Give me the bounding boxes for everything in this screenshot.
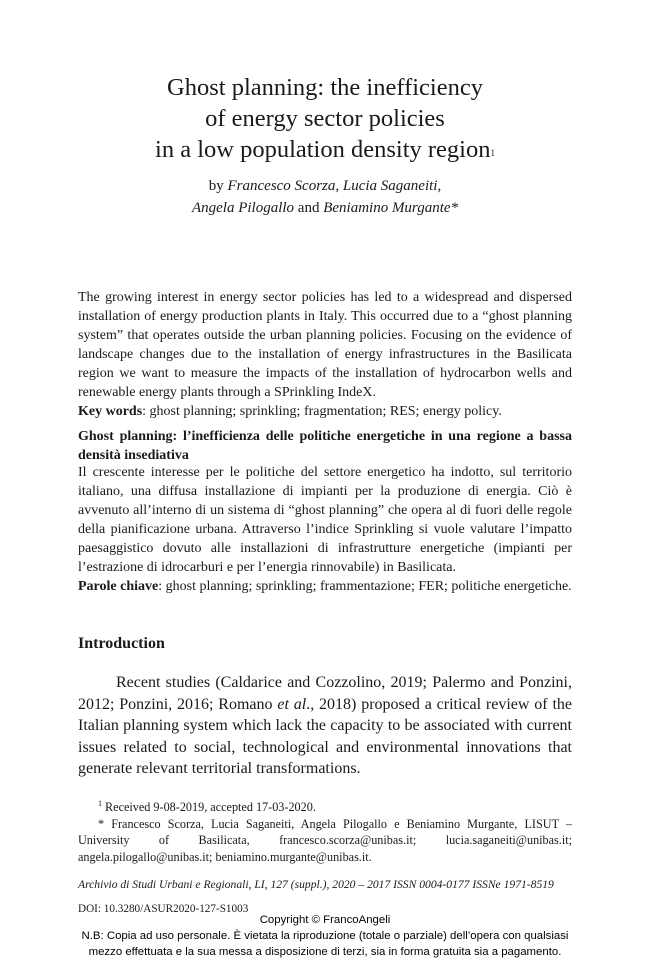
italian-keywords-text: : ghost planning; sprinkling; frammentazione; FER; politiche energetiche.	[158, 579, 572, 594]
author-murgante: Beniamino Murgante*	[323, 200, 459, 216]
introduction-heading: Introduction	[78, 635, 165, 652]
author-pilogallo: Angela Pilogallo	[191, 200, 295, 216]
copyright-line-2: N.B: Copia ad uso personale. È vietata la riproduzione (totale o parziale) dell’opera con qualsiasi	[81, 930, 569, 942]
english-abstract	[78, 288, 572, 421]
title-footnote-mark: 1	[490, 148, 495, 158]
doi: DOI: 10.3280/ASUR2020-127-S1003	[78, 903, 249, 915]
italian-abstract	[78, 463, 572, 596]
article-title	[0, 72, 650, 165]
italian-keywords	[78, 577, 572, 596]
copyright-line-1: Copyright © FrancoAngeli	[259, 914, 391, 926]
footnote-2: * Francesco Scorza, Lucia Saganeiti, Angela Pilogallo e Beniamino Murgante, LISUT – University of Basilicata, francesco.scorza@unibas.it; lucia.saganeiti@unibas.it; angela.pilogallo@unibas.it; beniamino.murgante@unibas.it.	[78, 816, 572, 864]
authors-by: by	[208, 178, 228, 194]
keywords	[78, 402, 572, 421]
footnote-1-mark: 1	[98, 799, 102, 808]
keywords-text: : ghost planning; sprinkling; fragmentation; RES; energy policy.	[142, 404, 502, 419]
title-line-1: Ghost planning: the inefficiency	[167, 74, 483, 101]
journal-citation: Archivio di Studi Urbani e Regionali, LI, 127 (suppl.), 2020 – 2017 ISSN 0004-0177 ISSNe 1971-8519	[78, 878, 554, 891]
keywords-label: Key words	[78, 404, 143, 419]
author-list	[0, 175, 650, 219]
intro-text-a: Recent studies (Caldarice and Cozzolino, 2019; Palermo and Ponzini, 2012; Ponzini, 2016; Romano	[78, 674, 572, 713]
authors-line-1: Francesco Scorza, Lucia Saganeiti,	[227, 178, 442, 194]
copyright-line-3: mezzo effettuata e la sua messa a disposizione di terzi, sia in forma gratuita sia a pagamento.	[88, 946, 562, 958]
intro-et-al: et al	[277, 695, 307, 713]
footnote-1-text: Received 9-08-2019, accepted 17-03-2020.	[102, 800, 316, 815]
footnotes	[78, 796, 572, 865]
footnote-1	[78, 796, 572, 816]
abstract-text: The growing interest in energy sector policies has led to a widespread and dispersed installation of energy production plants in Italy. This occurred due to a “ghost planning system” that operates outside the urban planning policies. Focusing on the evidence of landscape changes due to the installation of energy infrastructures in the Basilicata region we want to measure the impacts of the installation of hydrocarbon wells and renewable energy plants through a SPrinkling IndeX.	[78, 290, 572, 400]
title-line-3-text: in a low population density region	[155, 136, 491, 163]
title-line-2: of energy sector policies	[205, 105, 445, 132]
authors-and: and	[294, 200, 324, 216]
introduction-paragraph	[78, 672, 572, 780]
italian-keywords-label: Parole chiave	[78, 579, 159, 594]
italian-abstract-text: Il crescente interesse per le politiche del settore energetico ha indotto, sul territorio italiano, una diffusa installazione di impianti per la produzione di energia. Ciò è avvenuto all’interno di un sistema di “ghost planning” che opera al di fuori delle regole della pianificazione urbana. Attraverso l’indice Sprinkling si vuole valutare l’impatto paesaggistico dovuto alle installazioni di infrastrutture energetiche (impianti per l’estrazione di idrocarburi e per l’energia rinnovabile) in Basilicata.	[78, 465, 572, 575]
italian-title: Ghost planning: l’inefficienza delle politiche energetiche in una regione a bassa densità insediativa	[78, 429, 572, 463]
title-line-3	[0, 134, 650, 165]
copyright-notice	[0, 912, 650, 960]
intro-text-b: ., 2018) proposed a critical review of the Italian planning system which lack the capacity to be associated with current issues related to social, technological and environmental innovations that generate relevant territorial transformations.	[78, 695, 573, 778]
